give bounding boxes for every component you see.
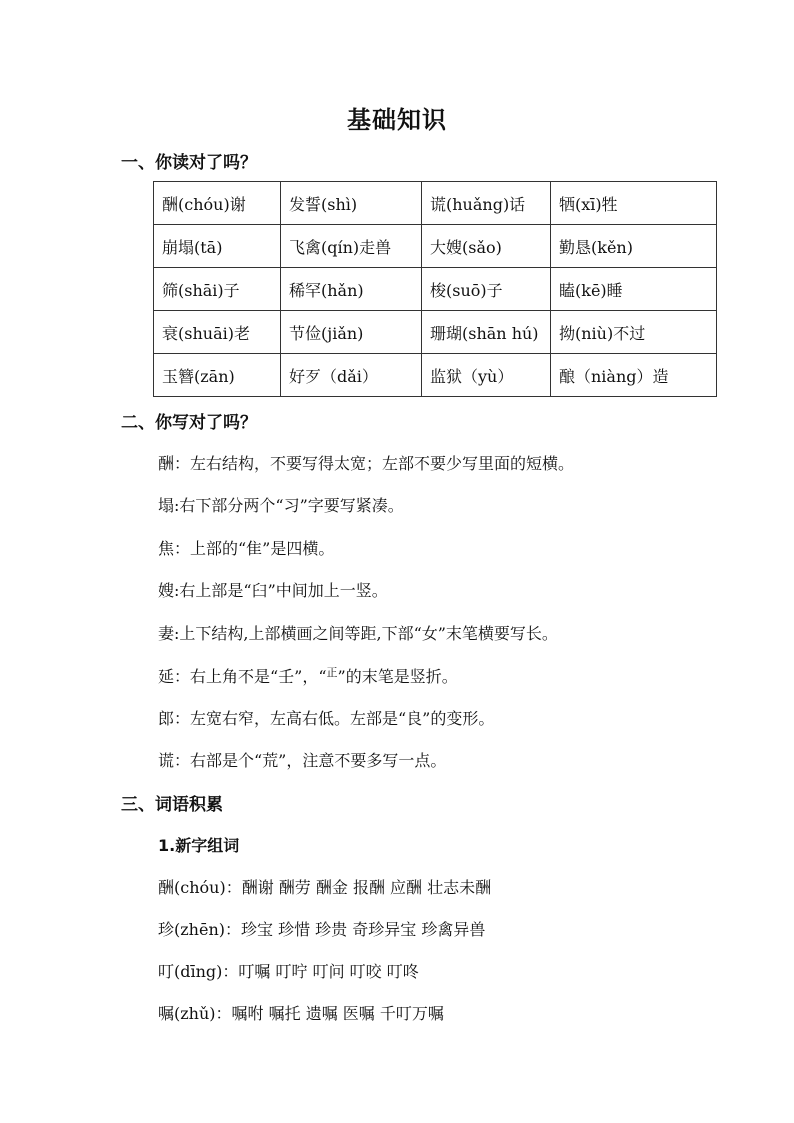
writing-note: 妻:上下结构,上部横画之间等距,下部“女”末笔横要写长。 <box>158 624 558 643</box>
table-cell: 牺(xī)牲 <box>551 182 717 225</box>
table-row <box>154 225 717 268</box>
table-cell: 酬(chóu)谢 <box>154 182 281 225</box>
small-character: 正 <box>326 666 338 679</box>
table-row <box>154 354 717 397</box>
table-cell: 好歹（dǎi） <box>281 354 422 397</box>
table-cell: 梭(suō)子 <box>422 268 551 311</box>
table-cell: 节俭(jiǎn) <box>281 311 422 354</box>
table-row <box>154 311 717 354</box>
table-cell: 稀罕(hǎn) <box>281 268 422 311</box>
writing-note: 谎：右部是个“荒”，注意不要多写一点。 <box>158 751 447 770</box>
section-heading-writing: 二、你写对了吗？ <box>121 413 257 433</box>
word-group-line: 珍(zhēn)：珍宝 珍惜 珍贵 奇珍异宝 珍禽异兽 <box>158 920 486 939</box>
writing-note: 塌:右下部分两个“习”字要写紧凑。 <box>158 496 404 515</box>
writing-note-text: ”的末笔是竖折。 <box>337 667 458 686</box>
table-cell: 大嫂(sǎo) <box>422 225 551 268</box>
page-title: 基础知识 <box>347 106 447 134</box>
table-cell: 衰(shuāi)老 <box>154 311 281 354</box>
table-cell: 崩塌(tā) <box>154 225 281 268</box>
word-group-line: 叮(dīng)：叮嘱 叮咛 叮问 叮咬 叮咚 <box>158 962 419 981</box>
writing-note <box>158 664 458 687</box>
writing-note-text: 延：右上角不是“壬”，“ <box>158 667 327 686</box>
table-cell: 拗(niù)不过 <box>551 311 717 354</box>
section-heading-vocabulary: 三、词语积累 <box>121 795 223 815</box>
word-group-line: 嘱(zhǔ)：嘱咐 嘱托 遗嘱 医嘱 千叮万嘱 <box>158 1004 444 1023</box>
table-cell: 筛(shāi)子 <box>154 268 281 311</box>
table-cell: 监狱（yù） <box>422 354 551 397</box>
table-row <box>154 268 717 311</box>
table-cell: 瞌(kē)睡 <box>551 268 717 311</box>
table-cell: 酿（niàng）造 <box>551 354 717 397</box>
table-cell: 飞禽(qín)走兽 <box>281 225 422 268</box>
table-cell: 勤恳(kěn) <box>551 225 717 268</box>
subsection-heading: 1.新字组词 <box>158 836 240 855</box>
table-cell: 发誓(shì) <box>281 182 422 225</box>
writing-note: 焦：上部的“隹”是四横。 <box>158 539 335 558</box>
table-cell: 玉簪(zān) <box>154 354 281 397</box>
table-cell: 谎(huǎng)话 <box>422 182 551 225</box>
section-heading-reading: 一、你读对了吗？ <box>121 153 257 173</box>
word-group-line: 酬(chóu)：酬谢 酬劳 酬金 报酬 应酬 壮志未酬 <box>158 878 492 897</box>
writing-note: 郎：左宽右窄，左高右低。左部是“良”的变形。 <box>158 709 495 728</box>
writing-note: 嫂:右上部是“臼”中间加上一竖。 <box>158 581 388 600</box>
pinyin-table <box>153 181 717 397</box>
table-row <box>154 182 717 225</box>
table-cell: 珊瑚(shān hú) <box>422 311 551 354</box>
writing-note: 酬：左右结构，不要写得太宽；左部不要少写里面的短横。 <box>158 454 575 473</box>
